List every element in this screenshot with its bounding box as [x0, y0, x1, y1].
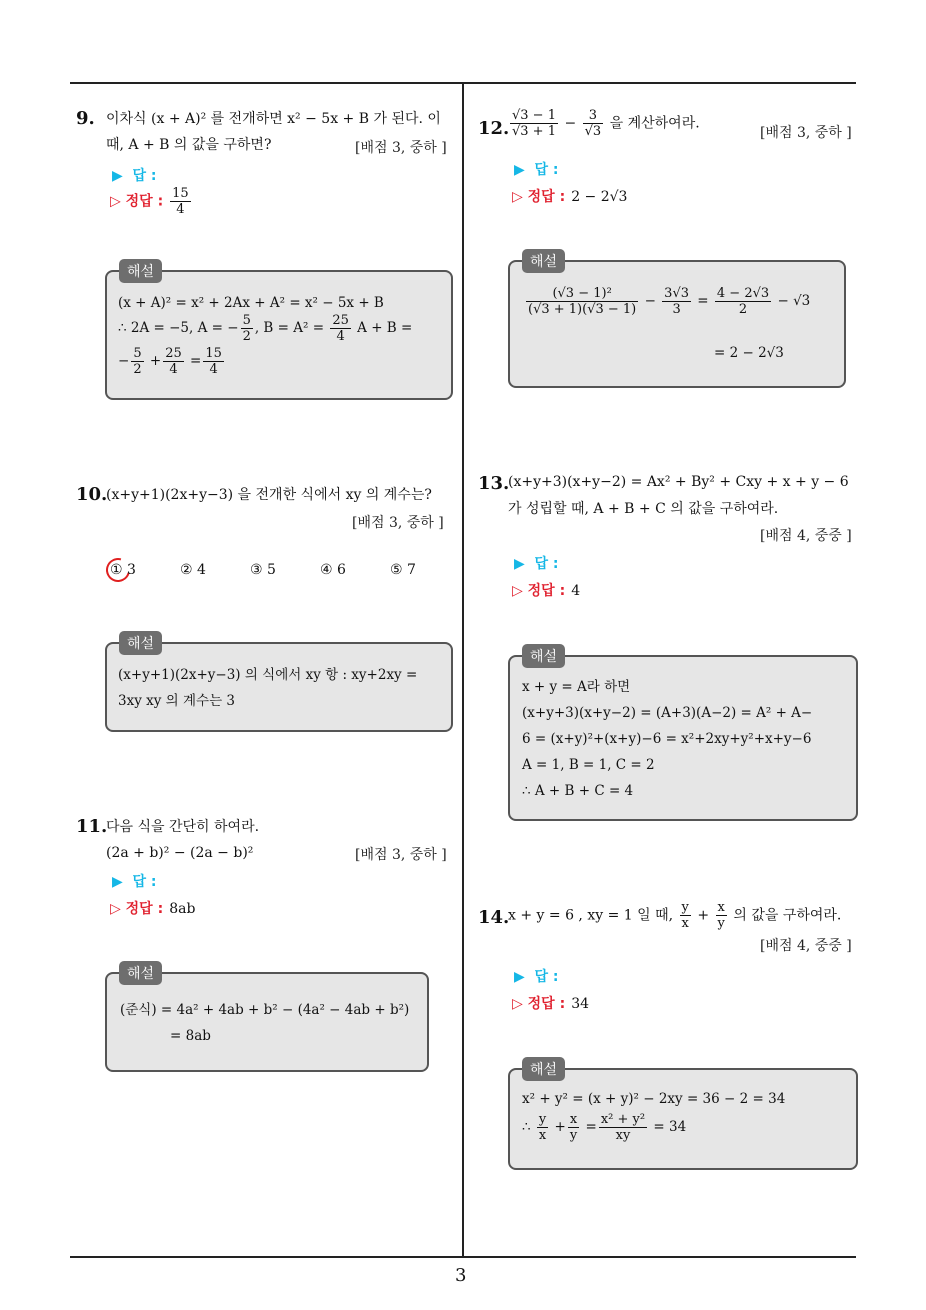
q11-score-meta: [배점 3, 중하 ] [355, 847, 447, 863]
q14-score-meta: [배점 4, 중중 ] [760, 938, 852, 954]
q13-explanation-tag: 해설 [522, 644, 565, 668]
q10-choice-3[interactable]: ③ 5 [250, 562, 276, 578]
q10-choice-1[interactable]: ① 3 [110, 562, 136, 578]
q12-explanation-box [508, 260, 846, 388]
q10-choice-4[interactable]: ④ 6 [320, 562, 346, 578]
answer-label: 답 : [534, 969, 559, 985]
q11-exp-line1: (준식) = 4a² + 4ab + b² − (4a² − 4ab + b²) [120, 1002, 410, 1018]
answer-label: 답 : [534, 162, 559, 178]
q13-exp-line3: 6 = (x+y)²+(x+y)−6 = x²+2xy+y²+x+y−6 [522, 731, 812, 747]
column-divider [462, 82, 464, 1258]
q11-text-line2: (2a + b)² − (2a − b)² [106, 845, 254, 861]
q12-exp-line1: $\frac{\text{(√3 − 1)²}}{(√3 + 1)(√3 - 1)}$ − $\frac{3√3}{3}$ = $\frac{4 - 2√3}{2}$ − √3 [528, 286, 811, 317]
q11-text-line1: 다음 식을 간단히 하여라. [106, 819, 260, 835]
correct-label: 정답 : [527, 583, 566, 599]
q9-exp-line1: (x + A)² = x² + 2Ax + A² = x² − 5x + B [118, 295, 384, 311]
play-outline-icon: ▷ [512, 996, 523, 1012]
q13-text-line2: 가 성립할 때, A + B + C 의 값을 구하여라. [508, 501, 779, 517]
q10-choice-2[interactable]: ② 4 [180, 562, 206, 578]
q10-exp-line1: (x+y+1)(2x+y−3) 의 식에서 xy 항 : xy+2xy = [118, 667, 418, 683]
q14-exp-line2: ∴ $\frac{y}{x}$ + $\frac{x}{y}$ = $\frac{\text{x² + y²}}{xy}$ = 34 [522, 1112, 687, 1143]
play-icon: ▶ [514, 556, 525, 572]
q9-text-line1: 이차식 (x + A)² 를 전개하면 x² − 5x + B 가 된다. 이 [106, 111, 441, 127]
play-outline-icon: ▷ [110, 193, 121, 210]
q13-exp-line1: x + y = A라 하면 [522, 679, 631, 695]
q12-exp-line2: = 2 − 2√3 [714, 345, 784, 361]
q12-score-meta: [배점 3, 중하 ] [760, 125, 852, 141]
correct-label: 정답 : [125, 193, 164, 210]
answer-label: 답 : [132, 168, 157, 184]
q13-correct-row [512, 580, 580, 600]
q9-answer-row [112, 165, 157, 185]
q9-correct-value: $\frac{15}{4}$ [172, 186, 189, 217]
q9-explanation-tag: 해설 [119, 259, 162, 283]
q11-number: 11. [76, 816, 108, 837]
q14-number: 14. [478, 907, 510, 928]
q12-number: 12. [478, 118, 510, 139]
q12-correct-row [512, 186, 627, 206]
bottom-rule [70, 1256, 856, 1258]
q10-score-meta: [배점 3, 중하 ] [352, 515, 444, 531]
q14-exp-line1: x² + y² = (x + y)² − 2xy = 36 − 2 = 34 [522, 1091, 786, 1107]
q13-score-meta: [배점 4, 중중 ] [760, 528, 852, 544]
play-outline-icon: ▷ [110, 901, 121, 917]
q10-exp-line2: 3xy xy 의 계수는 3 [118, 693, 235, 709]
q14-answer-row [514, 966, 559, 986]
answer-label: 답 : [132, 874, 157, 890]
q13-answer-row [514, 553, 559, 573]
q9-text-line2: 때, A + B 의 값을 구하면? [106, 137, 272, 153]
q14-explanation-tag: 해설 [522, 1057, 565, 1081]
play-icon: ▶ [514, 969, 525, 985]
q10-number: 10. [76, 484, 108, 505]
play-icon: ▶ [514, 162, 525, 178]
q13-text-line1: (x+y+3)(x+y−2) = Ax² + By² + Cxy + x + y − 6 [508, 474, 849, 490]
q14-correct-value: 34 [571, 996, 590, 1012]
q9-exp-line3: − $\frac{5}{2}$ + $\frac{25}{4}$ = $\frac{15}{4}$ [118, 346, 222, 377]
q11-correct-value: 8ab [169, 901, 196, 917]
q11-explanation-tag: 해설 [119, 961, 162, 985]
q13-number: 13. [478, 473, 510, 494]
q10-choice-5[interactable]: ⑤ 7 [390, 562, 416, 578]
answer-label: 답 : [534, 556, 559, 572]
correct-label: 정답 : [527, 189, 566, 205]
q11-answer-row [112, 871, 157, 891]
q10-text: (x+y+1)(2x+y−3) 을 전개한 식에서 xy 의 계수는? [106, 487, 432, 503]
q12-correct-value: 2 − 2√3 [571, 189, 628, 205]
q12-answer-row [514, 159, 559, 179]
q9-correct-row [110, 186, 193, 217]
q11-exp-line2: = 8ab [170, 1028, 211, 1044]
q14-correct-row [512, 993, 589, 1013]
q14-text: x + y = 6 , xy = 1 일 때, $\frac{y}{x}$ + $\frac{x}{y}$ 의 값을 구하여라. [508, 900, 842, 931]
q9-number: 9. [76, 108, 95, 129]
q13-correct-value: 4 [571, 583, 581, 599]
page-number: 3 [455, 1265, 467, 1286]
q9-score-meta: [배점 3, 중하 ] [355, 140, 447, 156]
q10-explanation-tag: 해설 [119, 631, 162, 655]
play-outline-icon: ▷ [512, 583, 523, 599]
play-icon: ▶ [112, 168, 123, 184]
q13-exp-line4: A = 1, B = 1, C = 2 [522, 757, 655, 773]
q13-exp-line5: ∴ A + B + C = 4 [522, 783, 634, 799]
q12-explanation-tag: 해설 [522, 249, 565, 273]
q12-expression: $\frac{√3 - 1}{√3 + 1}$ − $\frac{3}{√3}$ 을 계산하여라. [512, 108, 700, 139]
play-icon: ▶ [112, 874, 123, 890]
play-outline-icon: ▷ [512, 189, 523, 205]
q11-correct-row [110, 898, 195, 918]
q9-exp-line2: ∴ 2A = −5, A = − $\frac{5}{2}$ , B = A² = $\frac{25}{4}$ A + B = [118, 313, 413, 344]
correct-label: 정답 : [125, 901, 164, 917]
q13-exp-line2: (x+y+3)(x+y−2) = (A+3)(A−2) = A² + A− [522, 705, 813, 721]
correct-label: 정답 : [527, 996, 566, 1012]
